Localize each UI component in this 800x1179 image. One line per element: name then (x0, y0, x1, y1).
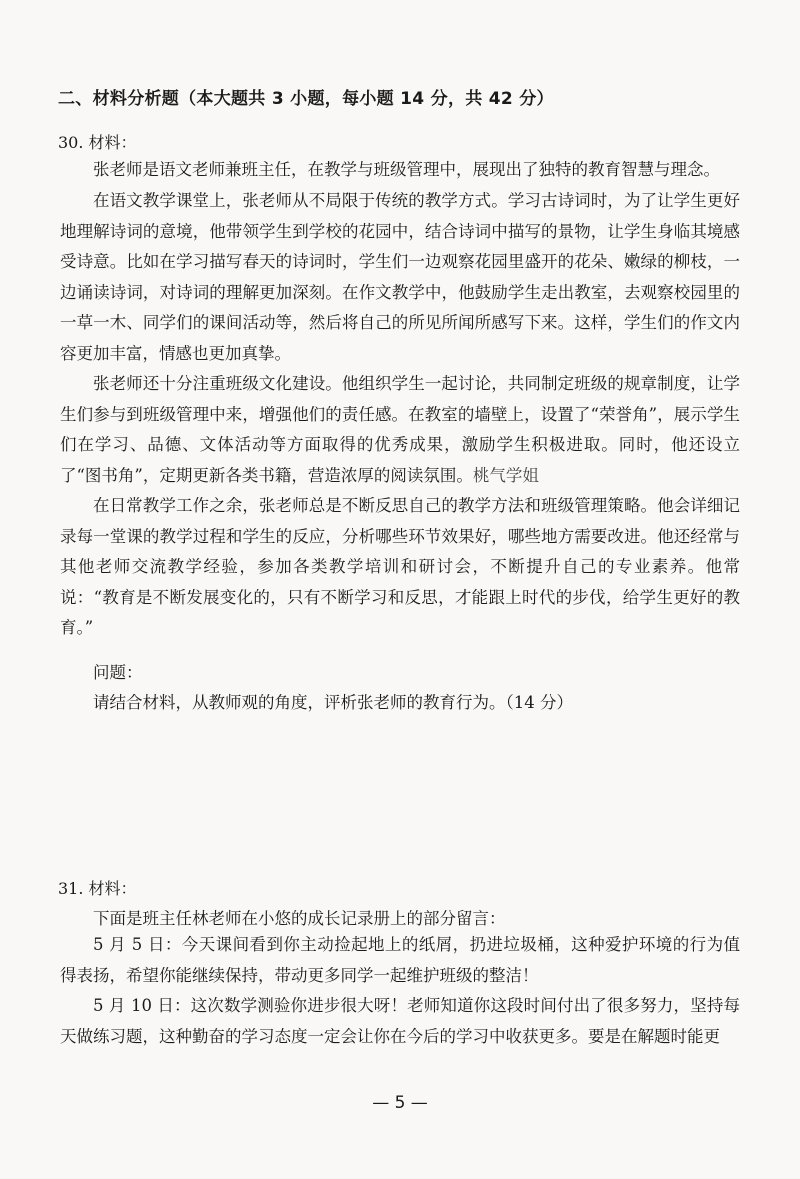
watermark-text: 桃气学姐 (472, 465, 539, 485)
section-heading: 二、材料分析题（本大题共 3 小题，每小题 14 分，共 42 分） (58, 89, 554, 109)
q30-paragraph-3 (60, 369, 740, 491)
q30-paragraph-3-text: 张老师还十分注重班级文化建设。他组织学生一起讨论，共同制定班级的规章制度，让学生们参与到班级管理中来，增强他们的责任感。在教室的墙壁上，设置了“荣誉角”，展示学生们在学习、品德、文体活动等方面取得的优秀成果，激励学生积极进取。同时，他还设立了“图书角”，定期更新各类书籍，营造浓厚的阅读氛围。 (60, 374, 740, 485)
q31-label: 31. 材料： (58, 879, 137, 898)
q30-label: 30. 材料： (58, 133, 137, 152)
q30-paragraph-1: 张老师是语文老师兼班主任，在教学与班级管理中，展现出了独特的教育智慧与理念。 (93, 160, 720, 179)
q31-entry-2: 5 月 10 日：这次数学测验你进步很大呀！老师知道你这段时间付出了很多努力，坚持每天做练习题，这种勤奋的学习态度一定会让你在今后的学习中收获更多。要是在解题时能更 (60, 996, 740, 1046)
q30-question-label: 问题： (93, 663, 143, 682)
q30-question: 请结合材料，从教师观的角度，评析张老师的教育行为。（14 分） (93, 693, 573, 712)
q30-paragraph-2: 在语文教学课堂上，张老师从不局限于传统的教学方式。学习古诗词时，为了让学生更好地理解诗词的意境，他带领学生到学校的花园中，结合诗词中描写的景物，让学生身临其境感受诗意。比如在学习描写春天的诗词时，学生们一边观察花园里盛开的花朵、嫩绿的柳枝，一边诵读诗词，对诗词的理解更加深刻。在作文教学中，他鼓励学生走出教室，去观察校园里的一草一木、同学们的课间活动等，然后将自己的所见所闻所感写下来。这样，学生们的作文内容更加丰富，情感也更加真挚。 (60, 191, 740, 363)
q30-paragraph-4: 在日常教学工作之余，张老师总是不断反思自己的教学方法和班级管理策略。他会详细记录每一堂课的教学过程和学生的反应，分析哪些环节效果好，哪些地方需要改进。他还经常与其他老师交流教学经验，参加各类教学培训和研讨会，不断提升自己的专业素养。他常说：“教育是不断发展变化的，只有不断学习和反思，才能跟上时代的步伐，给学生更好的教育。” (60, 496, 740, 637)
page-number: — 5 — (372, 1093, 428, 1113)
q31-intro: 下面是班主任林老师在小悠的成长记录册上的部分留言： (93, 909, 506, 928)
q31-entry-1: 5 月 5 日：今天课间看到你主动捡起地上的纸屑，扔进垃圾桶，这种爱护环境的行为值得表扬，希望你能继续保持，带动更多同学一起维护班级的整洁！ (60, 935, 740, 985)
